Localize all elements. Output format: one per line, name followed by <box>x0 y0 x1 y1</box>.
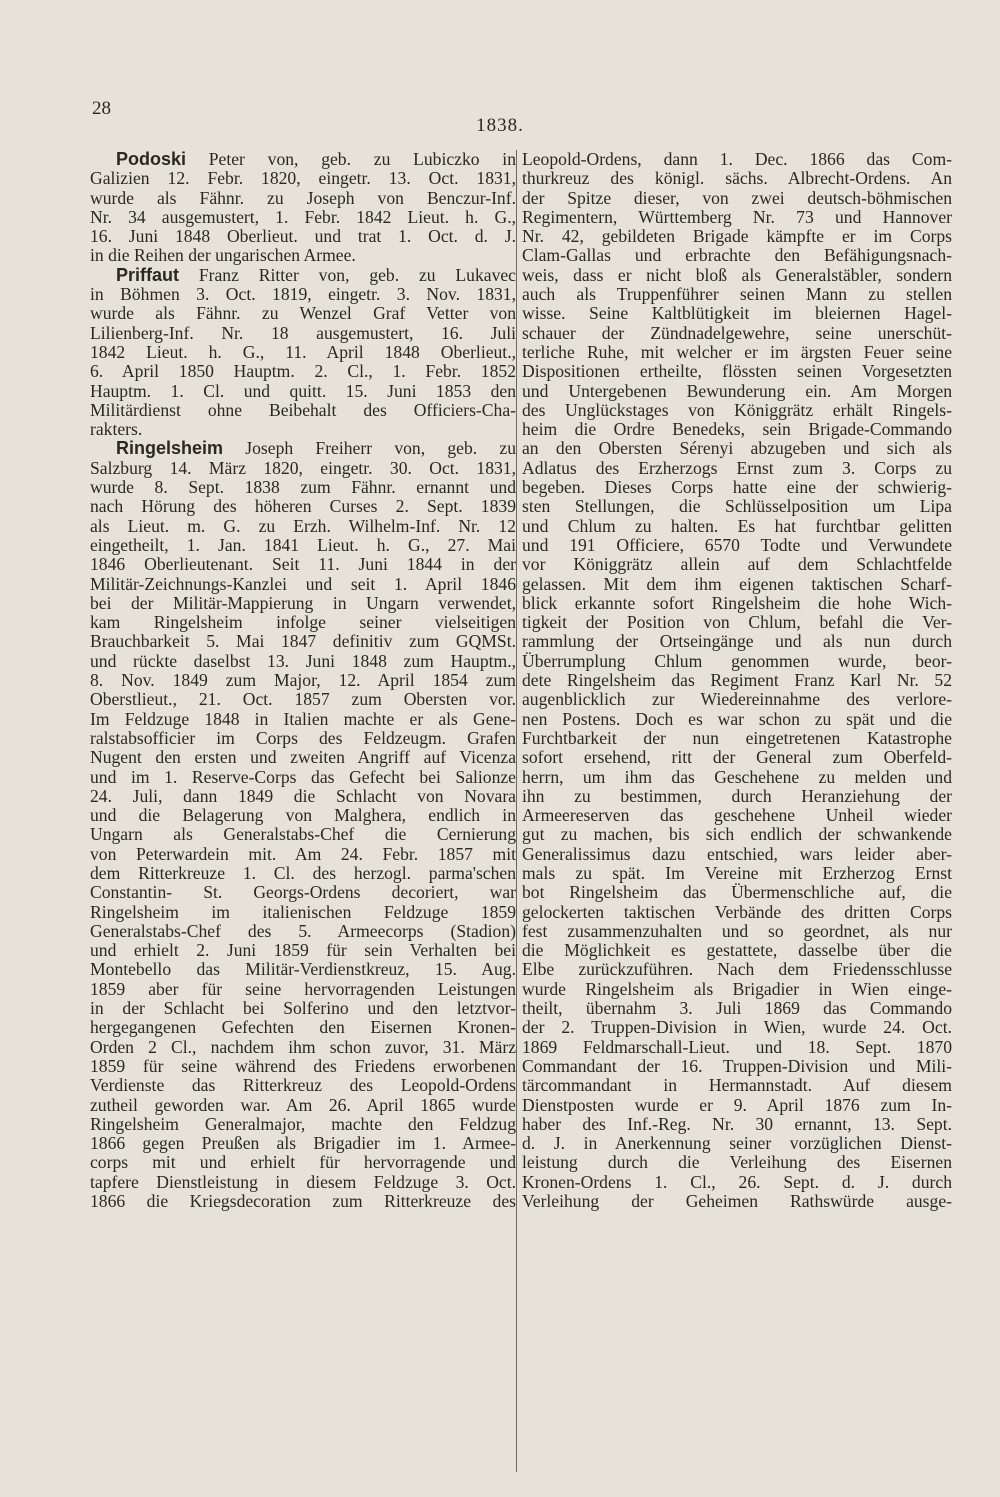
text-line <box>90 1076 516 1095</box>
text-line <box>90 671 516 690</box>
text-line <box>90 1153 516 1172</box>
right-column <box>522 150 952 1211</box>
line-text: als Lieut. m. G. zu Erzh. Wilhelm-Inf. Nr. 12 <box>90 515 516 536</box>
line-text: Regimentern, Württemberg Nr. 73 und Hannover <box>522 206 952 227</box>
text-line <box>522 1134 952 1153</box>
line-text: Nugent den ersten und zweiten Angriff auf Vicenza <box>90 747 516 768</box>
line-text: gelockerten taktischen Verbände des dritten Corps <box>522 901 952 922</box>
text-line <box>522 748 952 767</box>
line-text: Salzburg 14. März 1820, eingetr. 30. Oct. 1831, <box>90 457 516 478</box>
text-line <box>522 845 952 864</box>
line-text: Überrumplung Chlum genommen wurde, beor- <box>522 650 952 671</box>
line-text: sten Stellungen, die Schlüsselposition um Lipa <box>522 496 952 517</box>
line-text: Verdienste das Ritterkreuz des Leopold-Ordens <box>90 1075 516 1096</box>
text-line <box>90 729 516 748</box>
text-line <box>90 382 516 401</box>
line-text: Dispositionen ertheilte, flössten seinen Vorgesetzten <box>522 361 952 382</box>
line-text: dem Ritterkreuze 1. Cl. des herzogl. parma'schen <box>90 862 516 883</box>
text-line <box>90 266 516 285</box>
line-text: Elbe zurückzuführen. Nach dem Friedensschlusse <box>522 959 952 980</box>
text-line <box>90 1173 516 1192</box>
text-line <box>90 1038 516 1057</box>
text-line <box>90 169 516 188</box>
text-line <box>90 575 516 594</box>
text-line <box>522 208 952 227</box>
text-line <box>522 941 952 960</box>
text-line <box>522 555 952 574</box>
line-text: bei der Militär-Mappierung in Ungarn verwendet, <box>90 592 516 613</box>
line-text: nen Postens. Doch es war schon zu spät und die <box>522 708 952 729</box>
text-line <box>522 1057 952 1076</box>
line-text: Brauchbarkeit 5. Mai 1847 definitiv zum GQMSt. <box>90 631 516 652</box>
text-line <box>90 903 516 922</box>
line-text: kam Ringelsheim infolge seiner vielseitigen <box>90 612 516 633</box>
line-text: wurde als Fähnr. zu Joseph von Benczur-Inf. <box>90 187 516 208</box>
text-line <box>522 246 952 265</box>
line-text: und die Belagerung von Malghera, endlich in <box>90 805 516 826</box>
line-text: wurde Ringelsheim als Brigadier in Wien einge- <box>522 978 952 999</box>
text-line <box>90 787 516 806</box>
text-line <box>522 459 952 478</box>
line-text: theilt, übernahm 3. Juli 1869 das Commando <box>522 998 952 1019</box>
line-text: thurkreuz des königl. sächs. Albrecht-Ordens. An <box>522 168 952 189</box>
text-line <box>522 227 952 246</box>
line-text: 1846 Oberlieutenant. Seit 11. Juni 1844 in der <box>90 554 516 575</box>
line-text: wurde 8. Sept. 1838 zum Fähnr. ernannt und <box>90 477 516 498</box>
text-line <box>90 1192 516 1211</box>
text-line <box>90 690 516 709</box>
line-text: heim die Ordre Benedeks, sein Brigade-Commando <box>522 419 952 440</box>
line-text: Montebello das Militär-Verdienstkreuz, 15. Aug. <box>90 959 516 980</box>
text-line <box>522 439 952 458</box>
line-text: tigkeit der Position von Chlum, befahl die Ver- <box>522 612 952 633</box>
line-text: eingetheilt, 1. Jan. 1841 Lieut. h. G., 27. Mai <box>90 534 516 555</box>
text-line <box>90 845 516 864</box>
text-line <box>90 748 516 767</box>
text-line <box>522 575 952 594</box>
text-line <box>90 960 516 979</box>
text-line <box>522 343 952 362</box>
line-text: und erhielt 2. Juni 1859 für sein Verhalten bei <box>90 940 516 961</box>
line-text: rakters. <box>90 419 143 440</box>
line-text: Peter von, geb. zu Lubiczko in <box>208 149 516 169</box>
text-line <box>90 227 516 246</box>
line-text: leistung durch die Verleihung des Eisernen <box>522 1152 952 1173</box>
text-line <box>90 1115 516 1134</box>
text-line <box>90 941 516 960</box>
line-text: nach Hörung des höheren Curses 2. Sept. 1839 <box>90 496 516 517</box>
text-line <box>90 439 516 458</box>
text-line <box>90 517 516 536</box>
line-text: der 2. Truppen-Division in Wien, wurde 24. Oct. <box>522 1017 952 1038</box>
text-line <box>90 401 516 420</box>
text-line <box>522 883 952 902</box>
text-line <box>90 1018 516 1037</box>
line-text: Verleihung der Geheimen Rathswürde ausge- <box>522 1191 952 1212</box>
text-line <box>90 980 516 999</box>
page-number: 28 <box>92 98 111 119</box>
line-text: gut zu machen, bis sich endlich der schwankende <box>522 824 952 845</box>
line-text: dete Ringelsheim das Regiment Franz Karl Nr. 52 <box>522 670 952 691</box>
text-line <box>90 208 516 227</box>
line-text: Kronen-Ordens 1. Cl., 26. Sept. d. J. durch <box>522 1171 952 1192</box>
text-line <box>522 362 952 381</box>
line-text: vor Königgrätz allein auf dem Schlachtfelde <box>522 554 952 575</box>
text-line <box>522 1173 952 1192</box>
line-text: Generalissimus dazu entschied, wars leider aber- <box>522 843 952 864</box>
text-line <box>522 632 952 651</box>
line-text: Dienstposten wurde er 9. April 1876 zum In- <box>522 1094 952 1115</box>
line-text: wisse. Seine Kaltblütigkeit im bleiernen Hagel- <box>522 303 952 324</box>
line-text: corps mit und erhielt für hervorragende und <box>90 1152 516 1173</box>
text-line <box>90 1096 516 1115</box>
line-text: Militärdienst ohne Beibehalt des Officiers-Cha- <box>90 399 516 420</box>
line-text: Ringelsheim Generalmajor, machte den Feldzug <box>90 1113 516 1134</box>
text-line <box>522 710 952 729</box>
text-line <box>522 999 952 1018</box>
entry-name: Podoski <box>116 149 187 169</box>
text-line <box>522 420 952 439</box>
text-line <box>522 825 952 844</box>
text-line <box>90 768 516 787</box>
line-text: 1859 für seine während des Friedens erworbenen <box>90 1055 516 1076</box>
text-line <box>90 343 516 362</box>
line-text: rammlung der Ortseingänge und als nun durch <box>522 631 952 652</box>
line-text: des Unglückstages von Königgrätz erhält Ringels- <box>522 399 952 420</box>
text-line <box>522 787 952 806</box>
line-text: von Peterwardein mit. Am 24. Febr. 1857 mit <box>90 843 516 864</box>
line-text: in der Schlacht bei Solferino und den letztvor- <box>90 998 516 1019</box>
line-text: 1866 die Kriegsdecoration zum Ritterkreuze des <box>90 1191 516 1212</box>
text-line <box>90 362 516 381</box>
text-line <box>522 806 952 825</box>
text-line <box>90 613 516 632</box>
text-line <box>90 883 516 902</box>
text-line <box>522 401 952 420</box>
text-line <box>522 382 952 401</box>
entry-name: Ringelsheim <box>116 438 224 459</box>
line-text: Joseph Freiherr von, geb. zu <box>245 438 516 459</box>
text-line <box>522 864 952 883</box>
line-text: Lilienberg-Inf. Nr. 18 ausgemustert, 16. Juli <box>90 322 516 343</box>
line-text: Leopold-Ordens, dann 1. Dec. 1866 das Com- <box>522 149 952 169</box>
line-text: 16. Juni 1848 Oberlieut. und trat 1. Oct. d. J. <box>90 226 516 247</box>
left-column <box>90 150 516 1211</box>
line-text: Generalstabs-Chef des 5. Armeecorps (Stadion) <box>90 920 516 941</box>
line-text: 1869 Feldmarschall-Lieut. und 18. Sept. 1870 <box>522 1036 952 1057</box>
text-line <box>522 1153 952 1172</box>
text-line <box>90 806 516 825</box>
text-line <box>522 266 952 285</box>
text-line <box>522 285 952 304</box>
text-line <box>90 825 516 844</box>
line-text: Orden 2 Cl., nachdem ihm schon zuvor, 31. März <box>90 1036 516 1057</box>
line-text: wurde als Fähnr. zu Wenzel Graf Vetter von <box>90 303 516 324</box>
text-line <box>522 304 952 323</box>
text-line <box>522 1038 952 1057</box>
text-line <box>522 517 952 536</box>
text-line <box>522 671 952 690</box>
line-text: und Untergebenen Bewunderung ein. Am Morgen <box>522 380 952 401</box>
line-text: Commandant der 16. Truppen-Division und Mili- <box>522 1055 952 1076</box>
line-text: an den Obersten Sérenyi abzugeben und sich als <box>522 438 952 459</box>
line-text: 1842 Lieut. h. G., 11. April 1848 Oberlieut., <box>90 341 516 362</box>
line-text: schauer der Zündnadelgewehre, seine unerschüt- <box>522 322 952 343</box>
text-line <box>522 478 952 497</box>
line-text: begeben. Dieses Corps hatte eine der schwierig- <box>522 477 952 498</box>
line-text: Nr. 34 ausgemustert, 1. Febr. 1842 Lieut. h. G., <box>90 206 516 227</box>
text-line <box>522 594 952 613</box>
column-divider <box>516 150 517 1472</box>
text-line <box>90 420 516 439</box>
text-line <box>522 690 952 709</box>
text-line <box>90 459 516 478</box>
text-line <box>90 652 516 671</box>
line-text: zutheil geworden war. Am 26. April 1865 wurde <box>90 1094 516 1115</box>
line-text: und im 1. Reserve-Corps das Gefecht bei Salionze <box>90 766 516 787</box>
line-text: und Chlum zu halten. Es hat furchtbar gelitten <box>522 515 952 536</box>
line-text: gelassen. Mit dem ihm eigenen taktischen Scharf- <box>522 573 952 594</box>
line-text: die Möglichkeit es gestattete, dasselbe über die <box>522 940 952 961</box>
line-text: mals zu spät. Im Vereine mit Erzherzog Ernst <box>522 862 952 883</box>
text-line <box>522 922 952 941</box>
line-text: der Spitze dieser, von zwei deutsch-böhmischen <box>522 187 952 208</box>
line-text: hergegangenen Gefechten den Eisernen Kronen- <box>90 1017 516 1038</box>
line-text: augenblicklich zur Wiedereinnahme des verlore- <box>522 689 952 710</box>
line-text: herrn, um ihm das Geschehene zu melden und <box>522 766 952 787</box>
page-year-heading: 1838. <box>476 115 524 136</box>
text-line <box>90 478 516 497</box>
line-text: Adlatus des Erzherzogs Ernst zum 3. Corps zu <box>522 457 952 478</box>
text-line <box>522 1115 952 1134</box>
text-line <box>90 246 516 265</box>
line-text: haber des Inf.-Reg. Nr. 30 ernannt, 13. Sept. <box>522 1113 952 1134</box>
entry-name: Priffaut <box>116 264 179 285</box>
line-text: blick erkannte sofort Ringelsheim die hohe Wich- <box>522 592 952 613</box>
text-line <box>522 1018 952 1037</box>
text-line <box>522 613 952 632</box>
text-line <box>522 729 952 748</box>
text-line <box>522 980 952 999</box>
line-text: und rückte daselbst 13. Juni 1848 zum Hauptm., <box>90 650 516 671</box>
text-line <box>90 922 516 941</box>
text-line <box>90 324 516 343</box>
text-line <box>90 1134 516 1153</box>
text-line <box>522 903 952 922</box>
line-text: Ungarn als Generalstabs-Chef die Cernierung <box>90 824 516 845</box>
line-text: 8. Nov. 1849 zum Major, 12. April 1854 zum <box>90 670 516 691</box>
line-text: ralstabsofficier im Corps des Feldzeugm. Grafen <box>90 727 516 748</box>
line-text: Im Feldzuge 1848 in Italien machte er als Gene- <box>90 708 516 729</box>
line-text: in Böhmen 3. Oct. 1819, eingetr. 3. Nov. 1831, <box>90 284 516 305</box>
text-line <box>522 497 952 516</box>
text-line <box>90 710 516 729</box>
line-text: tärcommandant in Hermannstadt. Auf diesem <box>522 1075 952 1096</box>
line-text: fest zusammenzuhalten und so geordnet, als nur <box>522 920 952 941</box>
line-text: in die Reihen der ungarischen Armee. <box>90 245 356 266</box>
line-text: Franz Ritter von, geb. zu Lukavec <box>198 264 516 285</box>
line-text: Furchtbarkeit der nun eingetretenen Katastrophe <box>522 727 952 748</box>
text-line <box>522 960 952 979</box>
text-line <box>90 999 516 1018</box>
text-line <box>90 536 516 555</box>
text-line <box>90 285 516 304</box>
line-text: Nr. 42, gebildeten Brigade kämpfte er im Corps <box>522 226 952 247</box>
text-line <box>522 536 952 555</box>
text-line <box>90 1057 516 1076</box>
text-line <box>90 189 516 208</box>
line-text: Galizien 12. Febr. 1820, eingetr. 13. Oct. 1831, <box>90 168 516 189</box>
line-text: d. J. in Anerkennung seiner vorzüglichen Dienst- <box>522 1133 952 1154</box>
line-text: ihn zu bestimmen, durch Heranziehung der <box>522 785 952 806</box>
text-line <box>522 189 952 208</box>
line-text: 1859 aber für seine hervorragenden Leistungen <box>90 978 516 999</box>
text-line <box>90 497 516 516</box>
line-text: sofort ersehend, ritt der General zum Oberfeld- <box>522 747 952 768</box>
text-line <box>522 1096 952 1115</box>
line-text: und 191 Officiere, 6570 Todte und Verwundete <box>522 534 952 555</box>
text-line <box>522 1192 952 1211</box>
line-text: Hauptm. 1. Cl. und quitt. 15. Juni 1853 den <box>90 380 516 401</box>
text-line <box>90 304 516 323</box>
line-text: 1866 gegen Preußen als Brigadier im 1. Armee- <box>90 1133 516 1154</box>
text-line <box>522 169 952 188</box>
text-line <box>90 555 516 574</box>
line-text: Constantin- St. Georgs-Ordens decoriert, war <box>90 882 516 903</box>
text-line <box>90 864 516 883</box>
line-text: terliche Ruhe, mit welcher er im ärgsten Feuer seine <box>522 341 952 362</box>
line-text: Militär-Zeichnungs-Kanzlei und seit 1. April 1846 <box>90 573 516 594</box>
line-text: Ringelsheim im italienischen Feldzuge 1859 <box>90 901 516 922</box>
line-text: auch als Truppenführer seinen Mann zu stellen <box>522 284 952 305</box>
text-line <box>522 652 952 671</box>
text-line <box>522 150 952 169</box>
text-line <box>90 594 516 613</box>
line-text: 24. Juli, dann 1849 die Schlacht von Novara <box>90 785 516 806</box>
line-text: 6. April 1850 Hauptm. 2. Cl., 1. Febr. 1852 <box>90 361 516 382</box>
text-line <box>522 1076 952 1095</box>
line-text: Clam-Gallas und erbrachte den Befähigungsnach- <box>522 245 952 266</box>
line-text: Oberstlieut., 21. Oct. 1857 zum Obersten vor. <box>90 689 516 710</box>
text-line <box>522 768 952 787</box>
line-text: weis, dass er nicht bloß als Generalstäbler, sondern <box>522 264 952 285</box>
text-line <box>90 632 516 651</box>
line-text: Armeereserven das geschehene Unheil wieder <box>522 805 952 826</box>
line-text: tapfere Dienstleistung in diesem Feldzuge 3. Oct. <box>90 1171 516 1192</box>
line-text: bot Ringelsheim das Übermenschliche auf, die <box>522 882 952 903</box>
text-line <box>522 324 952 343</box>
text-line <box>90 150 516 169</box>
